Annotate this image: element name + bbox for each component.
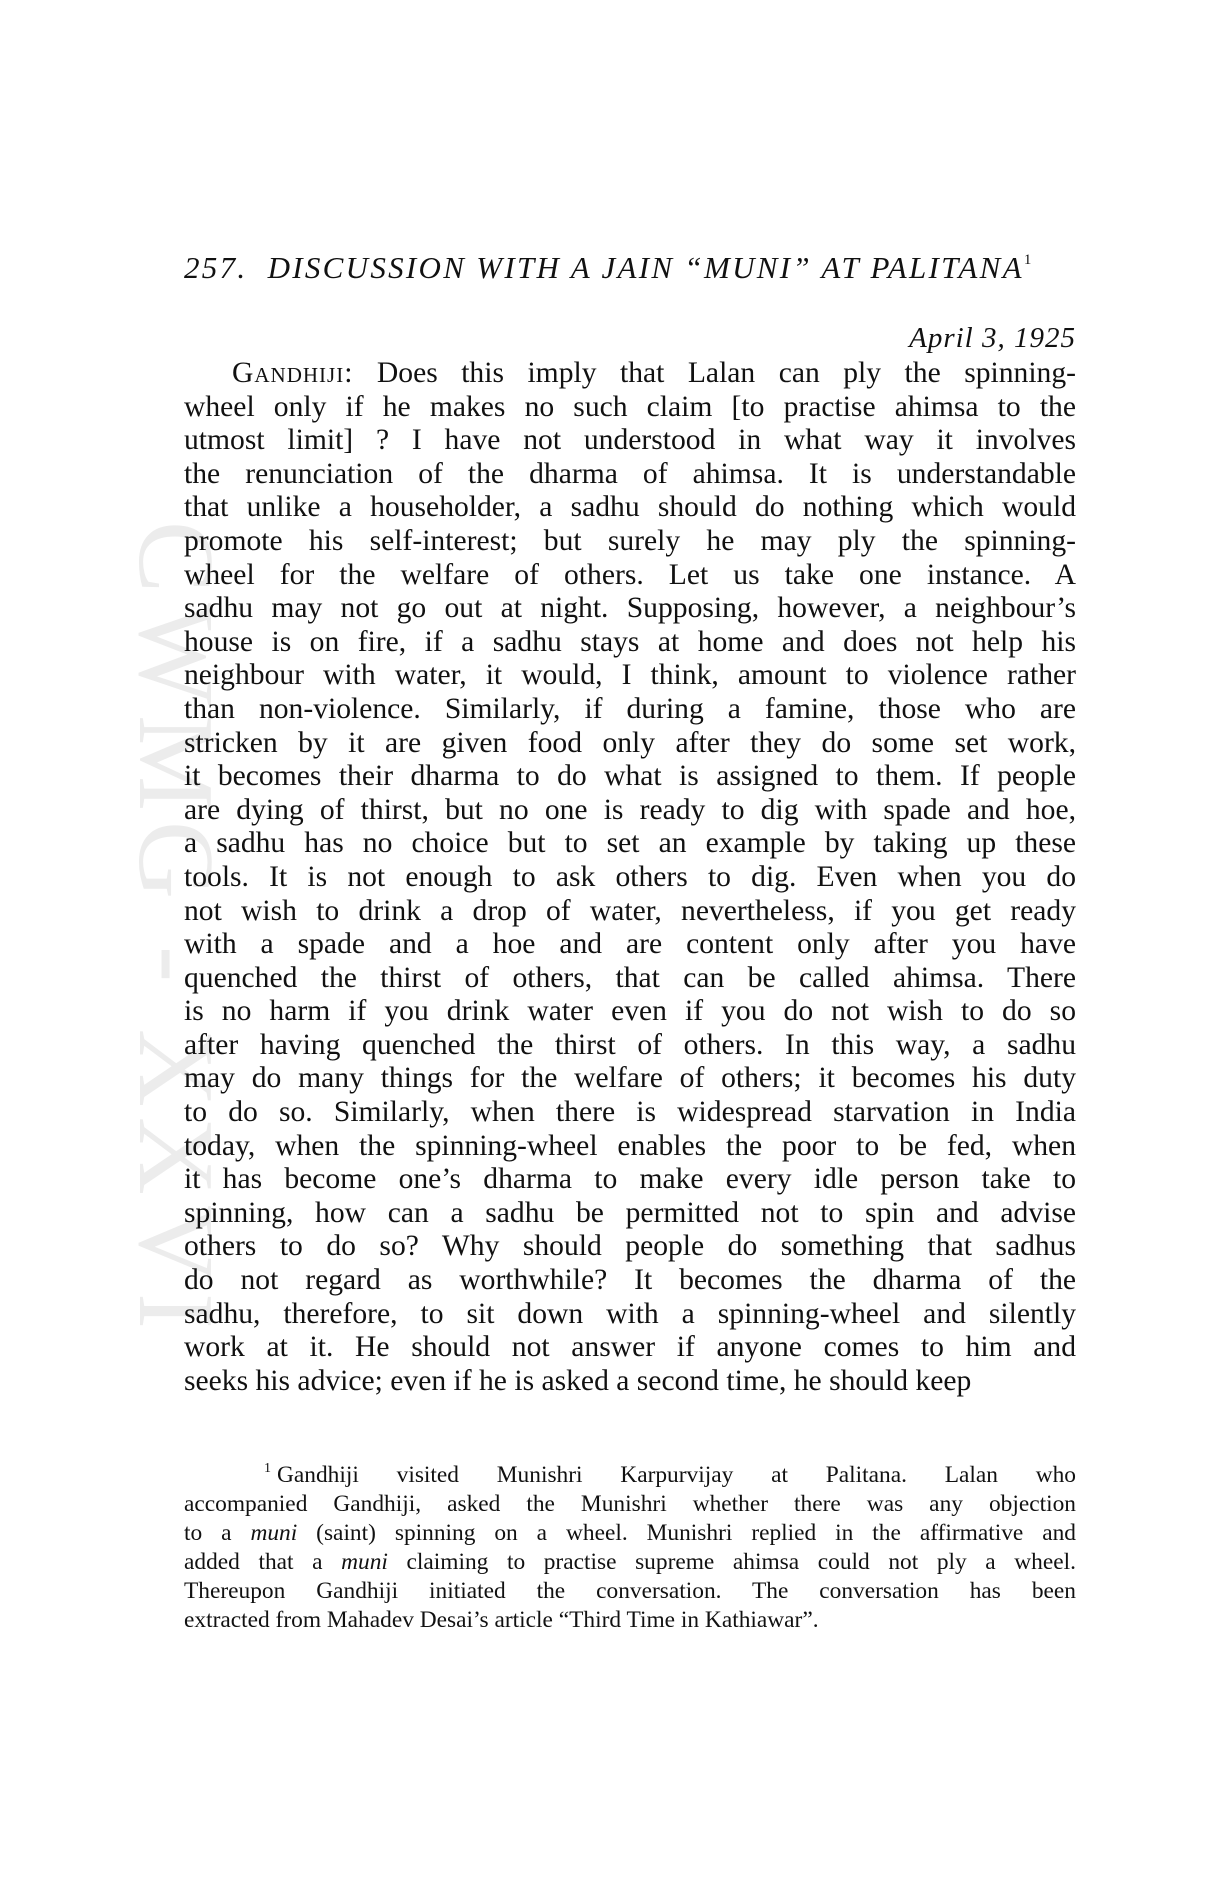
body-line — [184, 491, 1076, 525]
body-line — [184, 458, 1076, 492]
footnote-line — [184, 1606, 1076, 1635]
page-content — [184, 250, 1076, 1635]
footnote-italic-term: muni — [341, 1549, 388, 1576]
body-line — [184, 1365, 1076, 1399]
body-line — [184, 1062, 1076, 1096]
body-line-text: may do many things for the welfare of others; it becomes his duty — [184, 1062, 1076, 1095]
body-line-text: it has become one’s dharma to make every idle person take to — [184, 1163, 1076, 1196]
body-line-text: quenched the thirst of others, that can be called ahimsa. There — [184, 961, 1076, 994]
body-line — [184, 861, 1076, 895]
body-line — [184, 592, 1076, 626]
body-line-text: spinning, how can a sadhu be permitted not to spin and advise — [184, 1196, 1076, 1229]
footnote-text: Gandhiji visited Munishri Karpurvijay at Palitana. Lalan who — [277, 1462, 1076, 1489]
body-line-text: the renunciation of the dharma of ahimsa. It is understandable — [184, 457, 1076, 490]
body-line — [184, 391, 1076, 425]
body-line — [184, 1331, 1076, 1365]
body-line-text: Does this imply that Lalan can ply the spinning- — [353, 357, 1076, 389]
body-line — [184, 626, 1076, 660]
date-line: April 3, 1925 — [909, 322, 1076, 354]
body-line — [184, 928, 1076, 962]
body-line — [184, 1298, 1076, 1332]
body-line-text: neighbour with water, it would, I think, amount to violence rather — [184, 659, 1076, 692]
footnote-marker: 1 — [264, 1461, 271, 1477]
body-line — [184, 659, 1076, 693]
body-line-text: today, when the spinning-wheel enables the poor to be fed, when — [184, 1129, 1076, 1162]
body-line — [184, 995, 1076, 1029]
body-line-text: do not regard as worthwhile? It becomes the dharma of the — [184, 1264, 1076, 1297]
body-line-text: seeks his advice; even if he is asked a second time, he should keep — [184, 1364, 972, 1397]
body-line — [184, 424, 1076, 458]
body-line-text: not wish to drink a drop of water, nevertheless, if you get ready — [184, 894, 1076, 927]
document-heading — [184, 250, 1076, 286]
body-line — [184, 1197, 1076, 1231]
body-line — [184, 693, 1076, 727]
footnote-text: claiming to practise supreme ahimsa could not ply a wheel. — [387, 1549, 1076, 1576]
footnote-text: accompanied Gandhiji, asked the Munishri whether there was any objection — [184, 1491, 1076, 1518]
body-line-text: wheel only if he makes no such claim [to practise ahimsa to the — [184, 390, 1076, 423]
body-line — [184, 1230, 1076, 1264]
body-line-text: house is on fire, if a sadhu stays at home and does not help his — [184, 625, 1076, 658]
footnote-line — [184, 1577, 1076, 1606]
heading-number: 257. — [184, 250, 248, 285]
body-line-text: are dying of thirst, but no one is ready to dig with spade and hoe, — [184, 793, 1076, 826]
footnote-text: to a — [184, 1520, 251, 1547]
footnote-text: extracted from Mahadev Desai’s article “Third Time in Kathiawar”. — [184, 1607, 819, 1634]
footnote-line — [184, 1490, 1076, 1519]
speaker-label: Gandhiji: — [232, 357, 354, 389]
body-line — [184, 827, 1076, 861]
footnote-text: (saint) spinning on a wheel. Munishri replied in the affirmative and — [297, 1520, 1076, 1547]
body-line — [184, 760, 1076, 794]
body-line — [184, 962, 1076, 996]
body-line-text: promote his self-interest; but surely he may ply the spinning- — [184, 524, 1076, 557]
body-line — [184, 895, 1076, 929]
body-line — [184, 1096, 1076, 1130]
body-line-text: wheel for the welfare of others. Let us take one instance. A — [184, 558, 1076, 591]
body-line-text: with a spade and a hoe and are content only after you have — [184, 928, 1076, 961]
body-line — [184, 525, 1076, 559]
body-line — [184, 559, 1076, 593]
body-line — [184, 1029, 1076, 1063]
body-line-text: sadhu may not go out at night. Supposing, however, a neighbour’s — [184, 592, 1076, 625]
body-line-text: sadhu, therefore, to sit down with a spinning-wheel and silently — [184, 1297, 1076, 1330]
body-line-text: tools. It is not enough to ask others to dig. Even when you do — [184, 860, 1076, 893]
body-line — [184, 1130, 1076, 1164]
footnote-line — [184, 1519, 1076, 1548]
watermark-text: CWMG - XXVI — [116, 521, 235, 1339]
body-line-text: utmost limit] ? I have not understood in what way it involves — [184, 424, 1076, 457]
body-line — [184, 794, 1076, 828]
body-line-text: after having quenched the thirst of others. In this way, a sadhu — [184, 1028, 1076, 1061]
body-line-text: is no harm if you drink water even if you do not wish to do so — [184, 995, 1076, 1028]
body-line-text: than non-violence. Similarly, if during a famine, those who are — [184, 692, 1076, 725]
body-line — [184, 1264, 1076, 1298]
body-line-text: that unlike a householder, a sadhu should do nothing which would — [184, 491, 1076, 524]
footnote-line — [184, 1548, 1076, 1577]
footnote — [184, 1454, 1076, 1635]
heading-title: DISCUSSION WITH A JAIN “MUNI” AT PALITANA — [267, 250, 1024, 285]
body-text — [184, 357, 1076, 1398]
body-line — [184, 727, 1076, 761]
body-line-text: stricken by it are given food only after they do some set work, — [184, 726, 1076, 759]
footnote-text: Thereupon Gandhiji initiated the conversation. The conversation has been — [184, 1578, 1076, 1605]
body-line-text: a sadhu has no choice but to set an example by taking up these — [184, 827, 1076, 860]
footnote-italic-term: muni — [250, 1520, 298, 1547]
body-line-text: others to do so? Why should people do something that sadhus — [184, 1230, 1076, 1263]
body-line — [184, 1163, 1076, 1197]
body-line-text: it becomes their dharma to do what is assigned to them. If people — [184, 760, 1076, 793]
body-line-text: work at it. He should not answer if anyone comes to him and — [184, 1331, 1076, 1364]
body-line-text: to do so. Similarly, when there is widespread starvation in India — [184, 1096, 1076, 1129]
footnote-line — [184, 1454, 1076, 1490]
footnote-text: added that a — [184, 1549, 342, 1576]
body-line — [184, 357, 1076, 391]
heading-footnote-ref: 1 — [1023, 252, 1032, 268]
